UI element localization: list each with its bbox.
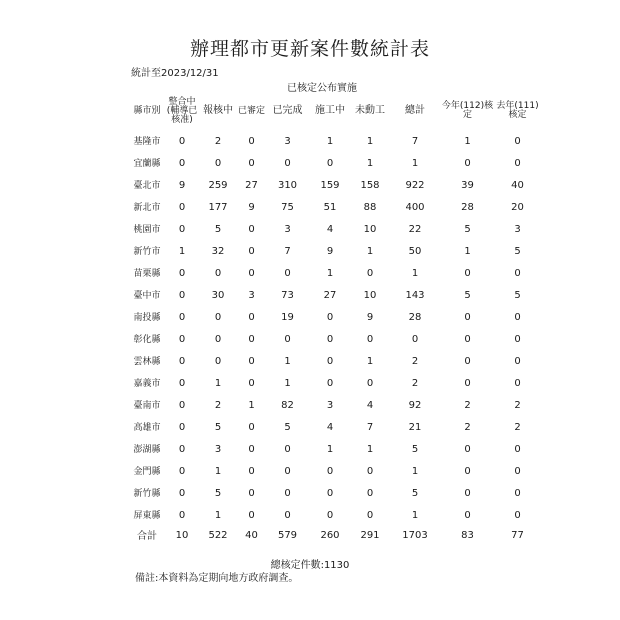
table-row bbox=[128, 219, 540, 241]
header-reporting: 報核中 bbox=[203, 105, 233, 116]
cell-completed: 7 bbox=[284, 246, 291, 257]
cell-total: 1 bbox=[411, 510, 419, 521]
cell-this-year: 0 bbox=[464, 268, 471, 279]
cell-reviewed: 0 bbox=[248, 466, 255, 477]
cell-reporting: 30 bbox=[211, 290, 225, 301]
total-label: 合計 bbox=[137, 530, 157, 542]
cell-integrating: 9 bbox=[178, 180, 186, 191]
cell-last-year: 0 bbox=[514, 356, 521, 367]
cell-reviewed: 0 bbox=[248, 312, 255, 323]
cell-this-year: 0 bbox=[464, 334, 471, 345]
cell-reporting: 1 bbox=[214, 466, 222, 477]
cell-not-started: 1 bbox=[366, 136, 374, 147]
city-cell: 南投縣 bbox=[133, 312, 161, 323]
cell-reporting: 2 bbox=[214, 400, 222, 411]
document-title: 辦理都市更新案件數統計表 bbox=[189, 38, 430, 60]
total-row bbox=[128, 527, 540, 543]
cell-reviewed: 0 bbox=[248, 158, 255, 169]
cell-not-started: 88 bbox=[363, 202, 377, 213]
cell-completed: 0 bbox=[284, 444, 291, 455]
cell-total: 50 bbox=[408, 246, 422, 257]
total-reporting: 522 bbox=[208, 530, 228, 541]
cell-completed: 1 bbox=[284, 356, 291, 367]
cell-completed: 0 bbox=[284, 510, 291, 521]
cell-reporting: 259 bbox=[208, 180, 228, 191]
cell-this-year: 0 bbox=[464, 444, 471, 455]
total-not-started: 291 bbox=[360, 530, 380, 541]
cell-reporting: 2 bbox=[214, 136, 222, 147]
cell-completed: 0 bbox=[284, 268, 291, 279]
table-row bbox=[128, 285, 540, 307]
cell-completed: 0 bbox=[284, 488, 291, 499]
cell-reporting: 32 bbox=[211, 246, 225, 257]
table-row bbox=[128, 329, 540, 351]
cell-under-construction: 159 bbox=[320, 180, 340, 191]
table-row bbox=[128, 131, 540, 153]
cell-under-construction: 27 bbox=[323, 290, 337, 301]
city-cell: 新竹市 bbox=[133, 246, 161, 257]
cell-under-construction: 0 bbox=[326, 334, 334, 345]
header-total: 總計 bbox=[405, 105, 425, 116]
total-reviewed: 40 bbox=[245, 530, 258, 541]
cell-not-started: 9 bbox=[366, 312, 374, 323]
cell-last-year: 40 bbox=[511, 180, 524, 191]
cell-not-started: 0 bbox=[366, 334, 374, 345]
cell-integrating: 0 bbox=[178, 444, 186, 455]
cell-this-year: 39 bbox=[461, 180, 474, 191]
cell-integrating: 0 bbox=[178, 510, 186, 521]
cell-last-year: 0 bbox=[514, 268, 521, 279]
cell-this-year: 0 bbox=[464, 510, 471, 521]
cell-last-year: 0 bbox=[514, 136, 521, 147]
cell-integrating: 0 bbox=[178, 224, 186, 235]
cell-integrating: 0 bbox=[178, 356, 186, 367]
cell-reviewed: 0 bbox=[248, 444, 255, 455]
table-row bbox=[128, 153, 540, 175]
cell-last-year: 2 bbox=[514, 400, 521, 411]
cell-integrating: 0 bbox=[178, 290, 186, 301]
cell-this-year: 5 bbox=[464, 224, 471, 235]
cell-integrating: 0 bbox=[178, 312, 186, 323]
cell-total: 21 bbox=[408, 422, 422, 433]
cell-this-year: 28 bbox=[461, 202, 474, 213]
header-completed: 已完成 bbox=[272, 105, 303, 116]
cell-reviewed: 1 bbox=[248, 400, 255, 411]
cell-reviewed: 0 bbox=[248, 224, 255, 235]
cell-last-year: 0 bbox=[514, 510, 521, 521]
city-cell: 金門縣 bbox=[133, 466, 161, 477]
header-integrating: 整合中(輔導已核准) bbox=[166, 96, 198, 125]
city-cell: 雲林縣 bbox=[133, 356, 161, 367]
cell-total: 22 bbox=[408, 224, 422, 235]
header-under-construction: 施工中 bbox=[315, 105, 345, 116]
cell-reporting: 3 bbox=[214, 444, 222, 455]
statistics-date: 統計至2023/12/31 bbox=[131, 68, 219, 79]
cell-total: 92 bbox=[408, 400, 422, 411]
cell-under-construction: 4 bbox=[326, 224, 334, 235]
cell-last-year: 0 bbox=[514, 334, 521, 345]
cell-not-started: 10 bbox=[363, 224, 377, 235]
cell-total: 7 bbox=[411, 136, 419, 147]
cell-reporting: 0 bbox=[214, 158, 222, 169]
cell-completed: 73 bbox=[281, 290, 294, 301]
total-this-year: 83 bbox=[461, 530, 474, 541]
city-cell: 宜蘭縣 bbox=[133, 158, 161, 169]
cell-under-construction: 1 bbox=[326, 136, 334, 147]
cell-not-started: 10 bbox=[363, 290, 377, 301]
cell-reporting: 177 bbox=[208, 202, 228, 213]
cell-reviewed: 0 bbox=[248, 136, 255, 147]
cell-reporting: 5 bbox=[214, 224, 222, 235]
cell-reporting: 0 bbox=[214, 268, 222, 279]
cell-integrating: 0 bbox=[178, 202, 186, 213]
header-this-year-approved: 今年(112)核定 bbox=[441, 101, 494, 120]
cell-last-year: 0 bbox=[514, 466, 521, 477]
cell-this-year: 2 bbox=[464, 400, 471, 411]
cell-completed: 0 bbox=[284, 466, 291, 477]
cell-not-started: 0 bbox=[366, 268, 374, 279]
cell-reviewed: 0 bbox=[248, 334, 255, 345]
cell-last-year: 0 bbox=[514, 444, 521, 455]
cell-this-year: 0 bbox=[464, 488, 471, 499]
table-row bbox=[128, 241, 540, 263]
cell-total: 1 bbox=[411, 268, 419, 279]
cell-reviewed: 27 bbox=[245, 180, 258, 191]
table-row bbox=[128, 461, 540, 483]
cell-completed: 82 bbox=[281, 400, 294, 411]
table-row bbox=[128, 483, 540, 505]
total-approved-summary: 總核定件數:1130 bbox=[270, 560, 350, 571]
cell-this-year: 0 bbox=[464, 356, 471, 367]
cell-reviewed: 0 bbox=[248, 268, 255, 279]
header-not-started: 未動工 bbox=[355, 105, 385, 116]
total-total: 1703 bbox=[402, 530, 428, 541]
cell-completed: 310 bbox=[277, 180, 298, 191]
table-row bbox=[128, 351, 540, 373]
cell-integrating: 0 bbox=[178, 488, 186, 499]
cell-total: 1 bbox=[411, 466, 419, 477]
cell-this-year: 0 bbox=[464, 312, 471, 323]
city-cell: 彰化縣 bbox=[133, 334, 161, 345]
cell-completed: 3 bbox=[284, 136, 291, 147]
city-cell: 屏東縣 bbox=[133, 510, 161, 521]
header-last-year-approved: 去年(111)核定 bbox=[496, 101, 539, 120]
cell-under-construction: 0 bbox=[326, 510, 334, 521]
cell-reviewed: 0 bbox=[248, 422, 255, 433]
cell-completed: 5 bbox=[284, 422, 291, 433]
cell-reviewed: 0 bbox=[248, 378, 255, 389]
cell-total: 143 bbox=[405, 290, 425, 301]
cell-reviewed: 0 bbox=[248, 510, 255, 521]
cell-total: 28 bbox=[408, 312, 422, 323]
total-under-construction: 260 bbox=[320, 530, 340, 541]
cell-integrating: 0 bbox=[178, 136, 186, 147]
cell-last-year: 0 bbox=[514, 378, 521, 389]
cell-not-started: 1 bbox=[366, 444, 374, 455]
cell-last-year: 20 bbox=[511, 202, 524, 213]
cell-not-started: 4 bbox=[366, 400, 374, 411]
header-city: 縣市別 bbox=[133, 105, 161, 116]
city-cell: 嘉義市 bbox=[133, 378, 161, 389]
cell-total: 2 bbox=[411, 356, 419, 367]
cell-reporting: 0 bbox=[214, 356, 222, 367]
city-cell: 桃園市 bbox=[133, 224, 161, 235]
cell-reporting: 5 bbox=[214, 422, 222, 433]
cell-not-started: 0 bbox=[366, 378, 374, 389]
cell-total: 400 bbox=[405, 202, 425, 213]
cell-this-year: 0 bbox=[464, 378, 471, 389]
cell-last-year: 5 bbox=[514, 246, 521, 257]
table-row bbox=[128, 307, 540, 329]
table-row bbox=[128, 373, 540, 395]
cell-under-construction: 9 bbox=[326, 246, 334, 257]
cell-under-construction: 0 bbox=[326, 466, 334, 477]
footnote: 備註:本資料為定期向地方政府調查。 bbox=[135, 573, 299, 584]
cell-this-year: 2 bbox=[464, 422, 471, 433]
cell-integrating: 0 bbox=[178, 378, 186, 389]
cell-not-started: 0 bbox=[366, 488, 374, 499]
cell-reporting: 0 bbox=[214, 312, 222, 323]
cell-last-year: 5 bbox=[514, 290, 521, 301]
city-cell: 臺中市 bbox=[133, 290, 161, 301]
city-cell: 基隆市 bbox=[133, 136, 161, 147]
cell-total: 5 bbox=[411, 444, 419, 455]
city-cell: 臺北市 bbox=[133, 180, 161, 191]
statistics-table bbox=[128, 91, 540, 543]
cell-this-year: 0 bbox=[464, 466, 471, 477]
cell-not-started: 1 bbox=[366, 246, 374, 257]
cell-completed: 0 bbox=[284, 334, 291, 345]
cell-reporting: 1 bbox=[214, 378, 222, 389]
cell-under-construction: 0 bbox=[326, 488, 334, 499]
cell-not-started: 0 bbox=[366, 466, 374, 477]
cell-not-started: 7 bbox=[366, 422, 374, 433]
table-row bbox=[128, 395, 540, 417]
cell-under-construction: 1 bbox=[326, 268, 334, 279]
table-row bbox=[128, 175, 540, 197]
city-cell: 澎湖縣 bbox=[133, 444, 161, 455]
table-row bbox=[128, 197, 540, 219]
cell-not-started: 1 bbox=[366, 158, 374, 169]
table-row bbox=[128, 263, 540, 285]
city-cell: 臺南市 bbox=[133, 400, 161, 411]
cell-under-construction: 0 bbox=[326, 356, 334, 367]
total-integrating: 10 bbox=[175, 530, 189, 541]
cell-reviewed: 9 bbox=[248, 202, 255, 213]
cell-not-started: 1 bbox=[366, 356, 374, 367]
cell-this-year: 1 bbox=[464, 246, 471, 257]
cell-under-construction: 51 bbox=[323, 202, 337, 213]
cell-integrating: 0 bbox=[178, 268, 186, 279]
cell-total: 0 bbox=[411, 334, 419, 345]
cell-under-construction: 1 bbox=[326, 444, 334, 455]
cell-integrating: 1 bbox=[178, 246, 186, 257]
cell-integrating: 0 bbox=[178, 422, 186, 433]
cell-under-construction: 4 bbox=[326, 422, 334, 433]
cell-integrating: 0 bbox=[178, 158, 186, 169]
table-row bbox=[128, 439, 540, 461]
city-cell: 高雄市 bbox=[133, 422, 161, 433]
cell-last-year: 0 bbox=[514, 312, 521, 323]
cell-under-construction: 0 bbox=[326, 158, 334, 169]
cell-reviewed: 0 bbox=[248, 488, 255, 499]
cell-last-year: 0 bbox=[514, 488, 521, 499]
table-row bbox=[128, 505, 540, 527]
cell-under-construction: 0 bbox=[326, 378, 334, 389]
cell-reviewed: 0 bbox=[248, 356, 255, 367]
cell-this-year: 5 bbox=[464, 290, 471, 301]
cell-completed: 1 bbox=[284, 378, 291, 389]
cell-completed: 75 bbox=[281, 202, 294, 213]
cell-total: 1 bbox=[411, 158, 419, 169]
cell-last-year: 0 bbox=[514, 158, 521, 169]
city-cell: 新北市 bbox=[133, 202, 161, 213]
cell-integrating: 0 bbox=[178, 334, 186, 345]
total-last-year: 77 bbox=[511, 530, 524, 541]
cell-total: 2 bbox=[411, 378, 419, 389]
cell-reporting: 5 bbox=[214, 488, 222, 499]
cell-not-started: 158 bbox=[360, 180, 380, 191]
cell-integrating: 0 bbox=[178, 466, 186, 477]
cell-reviewed: 0 bbox=[248, 246, 255, 257]
cell-completed: 19 bbox=[281, 312, 294, 323]
header-reviewed: 已審定 bbox=[238, 105, 266, 116]
cell-total: 5 bbox=[411, 488, 419, 499]
group-header-implemented: 已核定公布實施 bbox=[287, 83, 357, 94]
city-cell: 苗栗縣 bbox=[133, 268, 161, 279]
cell-reporting: 1 bbox=[214, 510, 222, 521]
city-cell: 新竹縣 bbox=[133, 488, 161, 499]
cell-reviewed: 3 bbox=[248, 290, 255, 301]
cell-integrating: 0 bbox=[178, 400, 186, 411]
cell-total: 922 bbox=[405, 180, 425, 191]
cell-this-year: 0 bbox=[464, 158, 471, 169]
cell-last-year: 2 bbox=[514, 422, 521, 433]
total-completed: 579 bbox=[277, 530, 298, 541]
cell-under-construction: 0 bbox=[326, 312, 334, 323]
cell-not-started: 0 bbox=[366, 510, 374, 521]
cell-last-year: 3 bbox=[514, 224, 521, 235]
table-row bbox=[128, 417, 540, 439]
cell-under-construction: 3 bbox=[326, 400, 334, 411]
table-header-row bbox=[128, 91, 540, 131]
cell-this-year: 1 bbox=[464, 136, 471, 147]
cell-reporting: 0 bbox=[214, 334, 222, 345]
cell-completed: 0 bbox=[284, 158, 291, 169]
cell-completed: 3 bbox=[284, 224, 291, 235]
